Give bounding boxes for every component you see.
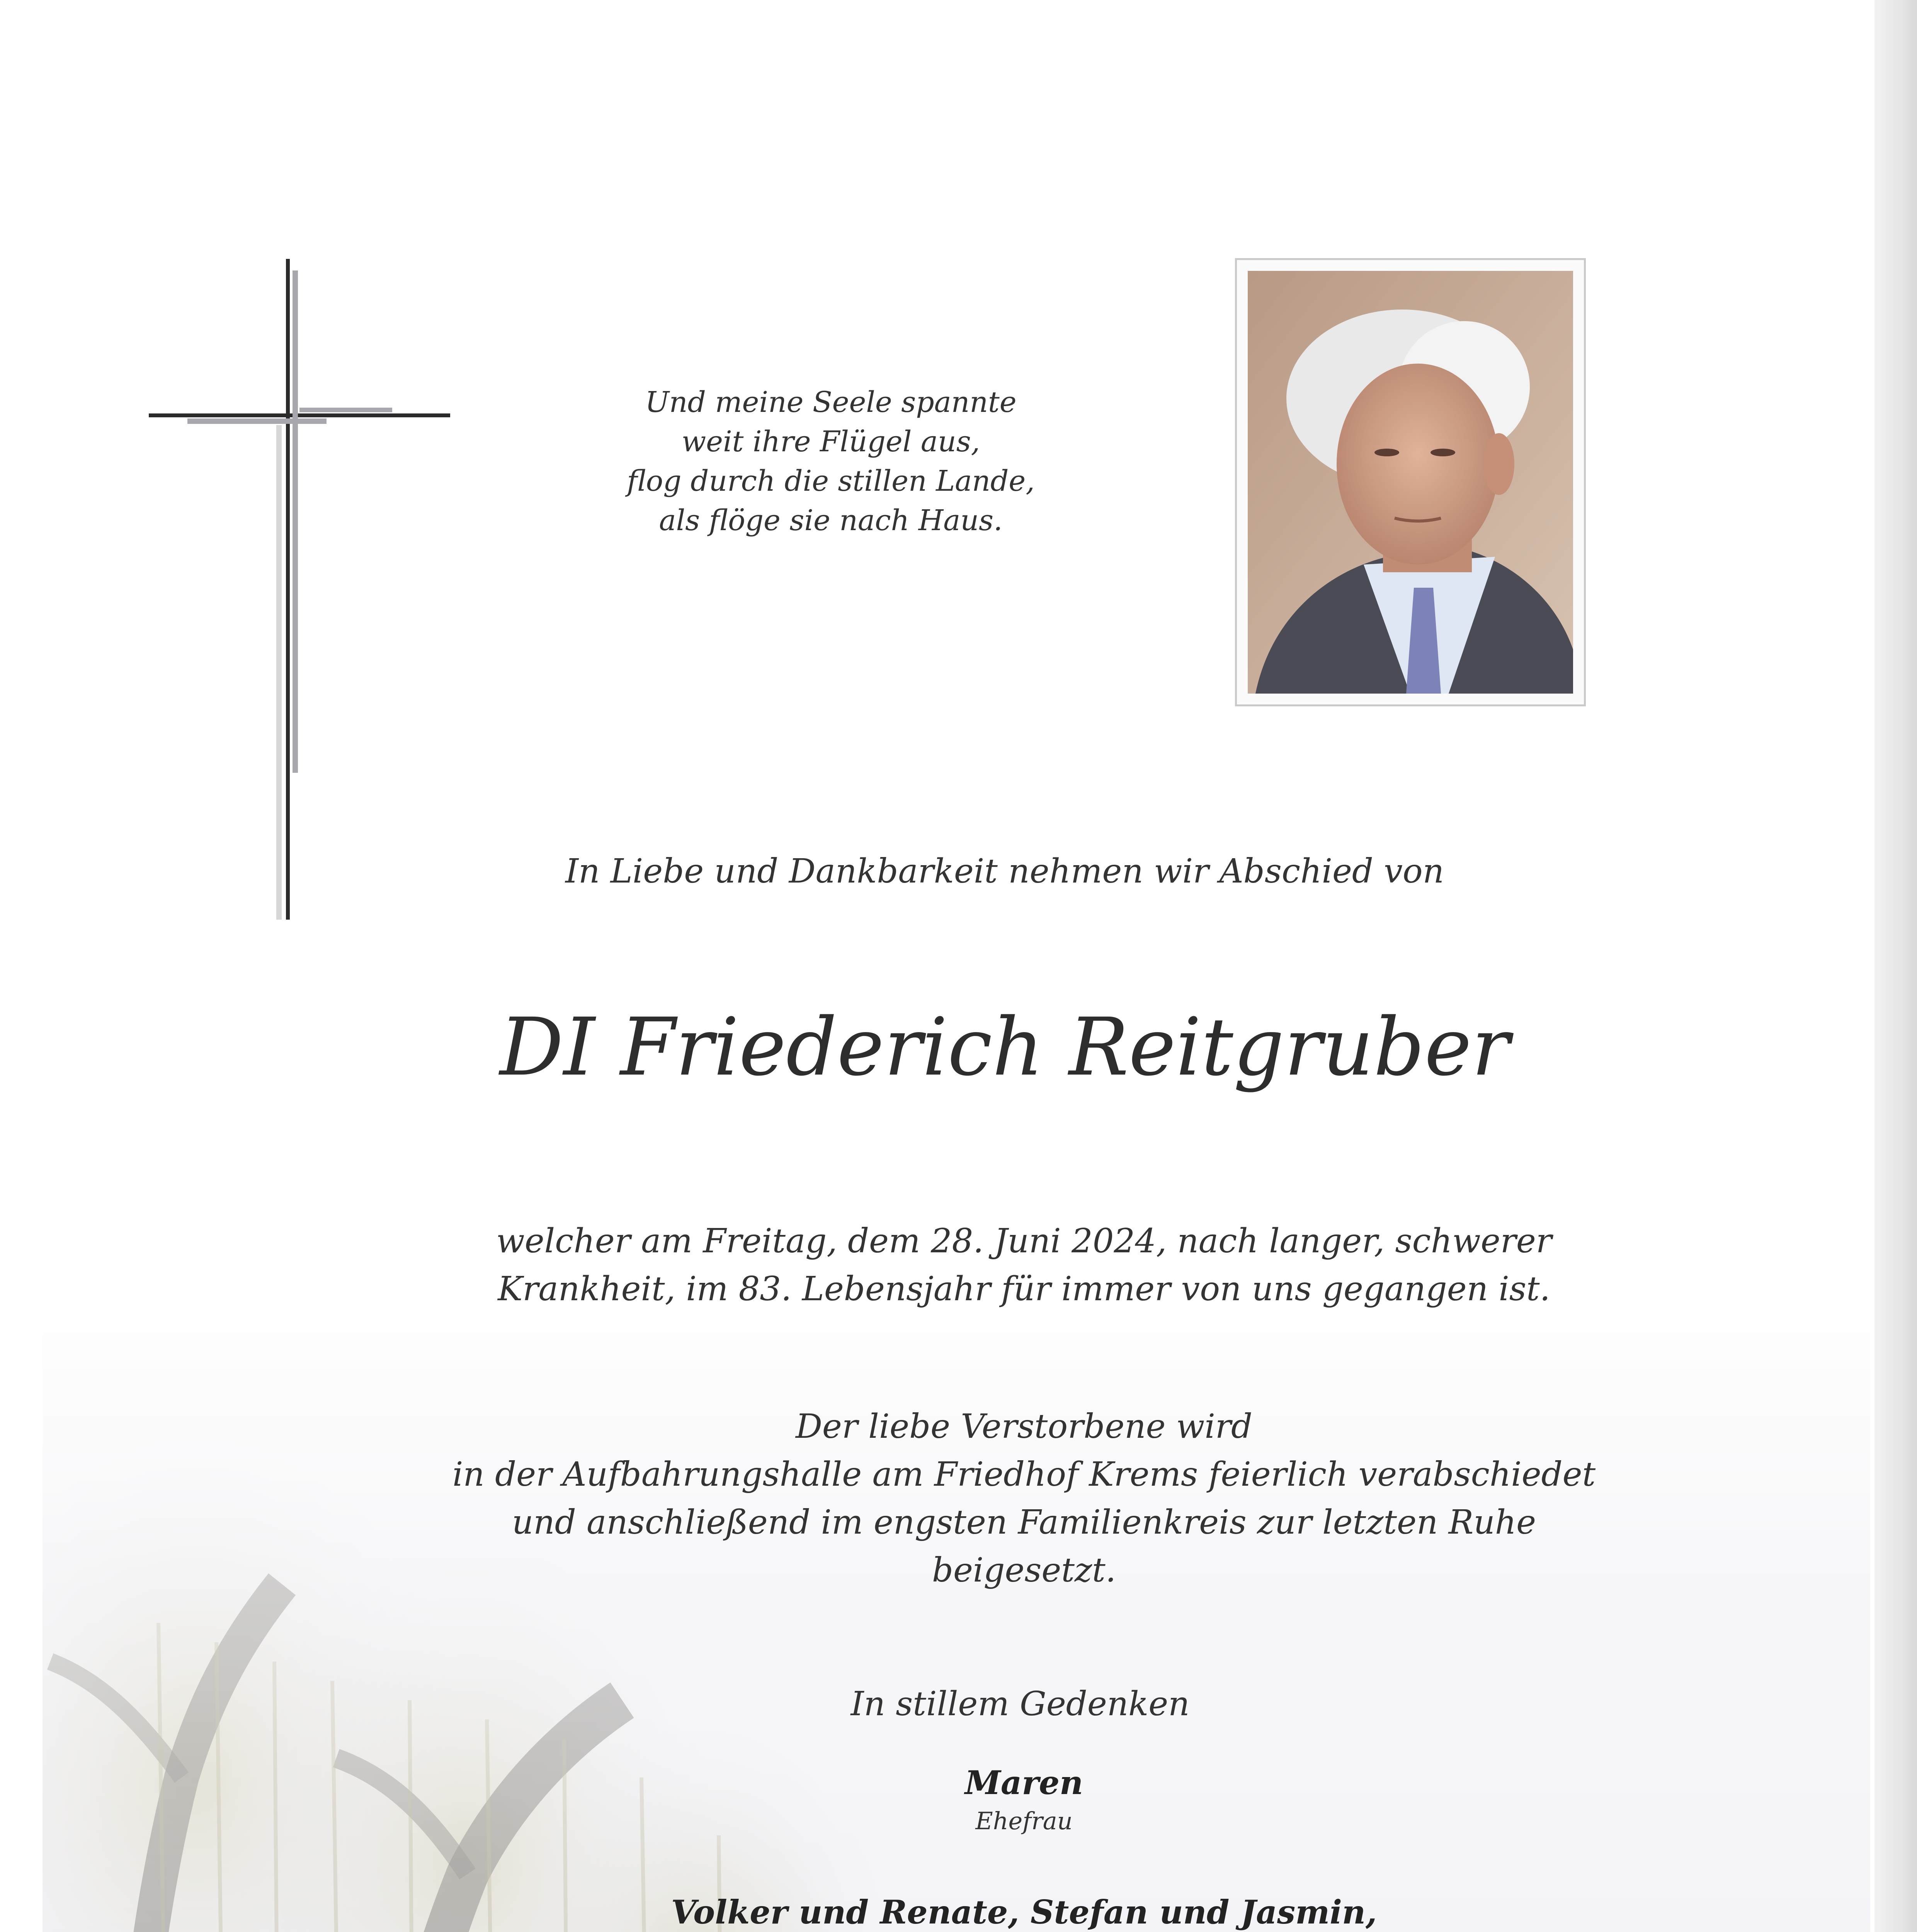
verse-line: als flöge sie nach Haus.	[659, 504, 1003, 537]
mourner-relation: Ehefrau	[975, 1807, 1073, 1835]
intro-line: In Liebe und Dankbarkeit nehmen wir Abschied von	[565, 852, 1444, 891]
mourner-names: Volker und Renate, Stefan und Jasmin,	[671, 1893, 1377, 1931]
service-notice-line: Der liebe Verstorbene wird	[795, 1407, 1253, 1446]
mourner-group-sons	[444, 1889, 1604, 1932]
portrait-frame	[1235, 258, 1586, 706]
verse-line: weit ihre Flügel aus,	[681, 425, 980, 458]
verse-block	[522, 383, 1140, 540]
service-notice-line: und anschließend im engsten Familienkreis zur letzten Ruhe	[512, 1503, 1536, 1542]
service-notice-line: beigesetzt.	[932, 1551, 1116, 1590]
portrait-photo	[1248, 271, 1573, 694]
death-notice-line: welcher am Freitag, dem 28. Juni 2024, nach langer, schwerer	[496, 1222, 1552, 1260]
service-notice-line: in der Aufbahrungshalle am Friedhof Krems feierlich verabschiedet	[452, 1455, 1596, 1494]
memory-line: In stillem Gedenken	[850, 1685, 1190, 1723]
christian-cross-icon	[149, 259, 450, 920]
death-notice	[406, 1217, 1642, 1313]
mourner-names: Maren	[964, 1764, 1084, 1802]
verse-line: flog durch die stillen Lande,	[627, 464, 1035, 498]
verse-line: Und meine Seele spannte	[645, 386, 1017, 419]
service-notice	[406, 1403, 1642, 1594]
scan-edge-right	[1874, 0, 1917, 1932]
death-notice-line: Krankheit, im 83. Lebensjahr für immer von uns gegangen ist.	[498, 1270, 1550, 1308]
mourner-group-spouse	[444, 1760, 1604, 1837]
deceased-name: DI Friederich Reitgruber	[500, 1001, 1510, 1094]
